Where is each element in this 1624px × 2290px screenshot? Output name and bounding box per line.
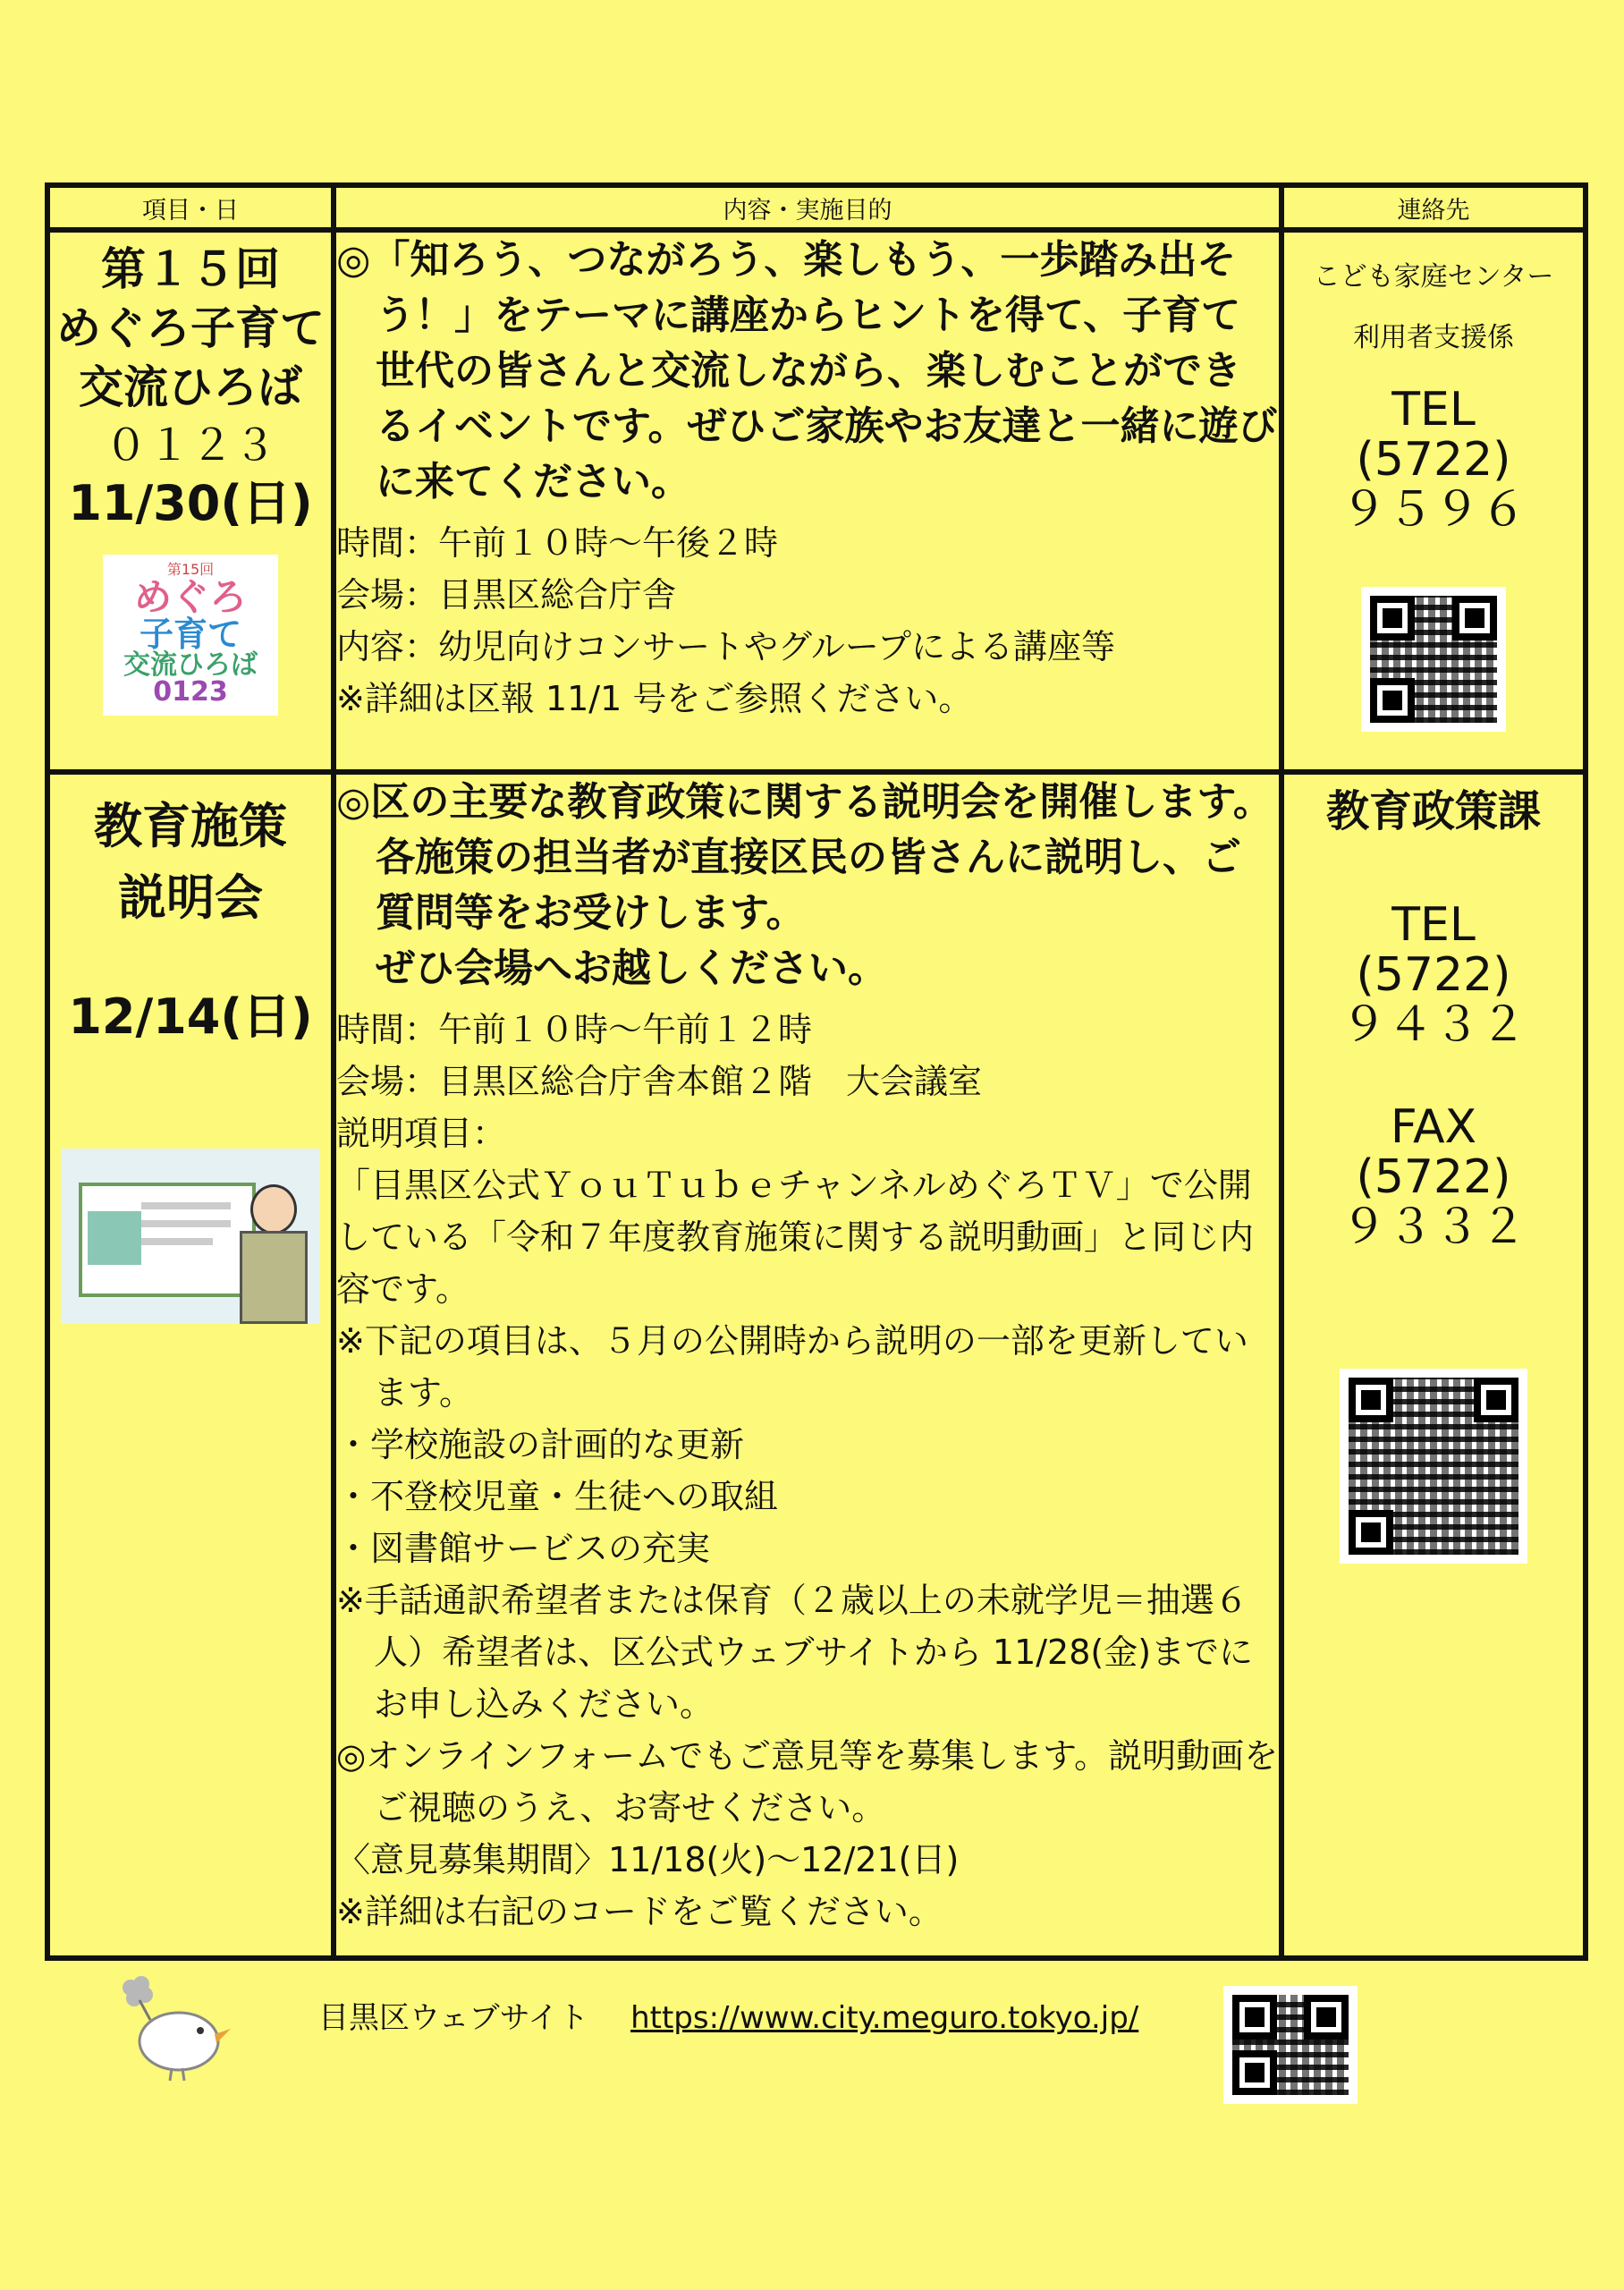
event1-contact-cell [1281, 230, 1586, 772]
event1-tel-area: (5722) [1356, 433, 1511, 487]
event2-fax-label: FAX [1390, 1100, 1477, 1154]
event2-tel-area: (5722) [1356, 948, 1511, 1002]
event1-name-1: めぐろ子育て [56, 302, 325, 354]
event2-content-cell [334, 772, 1281, 1958]
event2-items-desc: 「目黒区公式ＹｏｕＴｕｂｅチャンネルめぐろＴＶ」で公開している「令和７年度教育施策に関する説明動画」と同じ内容です。 [336, 1166, 1255, 1309]
event2-time: 時間：午前１０時～午前１２時 [336, 1010, 813, 1049]
event2-qr-code[interactable] [1340, 1369, 1527, 1564]
event2-contact-dept: 教育政策課 [1325, 786, 1541, 836]
event1-qr-code[interactable] [1361, 587, 1506, 732]
event2-tel-number: ９４３２ [1340, 998, 1527, 1052]
event2-fax-area: (5722) [1356, 1150, 1511, 1204]
event1-name-2: 交流ひろば [79, 361, 302, 413]
event2-fax-number: ９３３２ [1340, 1200, 1527, 1254]
event2-date: 12/14(日) [68, 988, 313, 1045]
event2-lead: ◎区の主要な教育政策に関する説明会を開催します。各施策の担当者が直接区民の皆さんに説明し、ご質問等をお受けします。 [336, 779, 1273, 936]
event2-bullet-2: ・不登校児童・生徒への取組 [336, 1477, 779, 1516]
event2-period: 〈意見募集期間〉11/18(火)～12/21(日) [336, 1840, 960, 1879]
event2-note-signlang: ※手話通訳希望者または保育（２歳以上の未就学児＝抽選６人）希望者は、区公式ウェブサイトから 11/28(金)までにお申し込みください。 [336, 1581, 1254, 1724]
event1-title-cell [47, 230, 334, 772]
event2-bullet-3: ・図書館サービスの充実 [336, 1529, 711, 1568]
event1-details: 内容：幼児向けコンサートやグループによる講座等 [336, 627, 1115, 666]
event2-note-online: ◎オンラインフォームでもご意見等を募集します。説明動画をご視聴のうえ、お寄せください。 [336, 1736, 1279, 1828]
event1-venue: 会場：目黒区総合庁舎 [336, 575, 677, 615]
event1-note: ※詳細は区報 11/1 号をご参照ください。 [336, 679, 973, 718]
header-item-date: 項目・日 [47, 185, 334, 230]
footer-qr-code[interactable] [1223, 1986, 1358, 2104]
event1-contact-org: こども家庭センター [1313, 261, 1554, 293]
event1-lead: ◎「知ろう、つながろう、楽しもう、一歩踏み出そう！」をテーマに講座からヒントを得て、子育て世代の皆さんと交流しながら、楽しむことができるイベントです。ぜひご家族やお友達と一緒に遊びに来てください。 [336, 237, 1278, 505]
event1-tel-label: TEL [1391, 383, 1476, 437]
header-content: 内容・実施目的 [334, 185, 1281, 230]
event1-date: 11/30(日) [68, 475, 313, 531]
events-table [45, 182, 1588, 1961]
event2-tel-label: TEL [1391, 898, 1476, 952]
event2-items-label: 説明項目： [336, 1114, 507, 1153]
footer [318, 1993, 1138, 2037]
event2-title-cell [47, 772, 334, 1958]
footer-url-link[interactable]: https://www.city.meguro.tokyo.jp/ [630, 2000, 1139, 2036]
event1-logo: 第15回 めぐろ 子育て 交流ひろば 0123 [103, 555, 278, 716]
event2-venue: 会場：目黒区総合庁舎本館２階 大会議室 [336, 1062, 983, 1101]
event1-tel-number: ９５９６ [1340, 483, 1527, 537]
event1-content-cell [334, 230, 1281, 772]
footer-label: 目黒区ウェブサイト [318, 2000, 589, 2036]
event2-bullet-1: ・学校施設の計画的な更新 [336, 1425, 745, 1464]
event2-name-1: 教育施策 [94, 798, 287, 854]
event1-contact-dept: 利用者支援係 [1353, 322, 1514, 353]
event2-contact-cell [1281, 772, 1586, 1958]
event1-name-3: ０１２３ [104, 420, 276, 471]
bird-mascot-icon [114, 1975, 240, 2082]
event2-note-code: ※詳細は右記のコードをご覧ください。 [336, 1892, 943, 1931]
event2-name-2: 説明会 [118, 869, 263, 926]
event1-time: 時間：午前１０時～午後２時 [336, 523, 779, 563]
header-contact: 連絡先 [1281, 185, 1586, 230]
teacher-illustration [61, 1149, 320, 1324]
event2-lead-2: ぜひ会場へお越しください。 [376, 946, 887, 991]
event2-note-update: ※下記の項目は、５月の公開時から説明の一部を更新しています。 [336, 1321, 1248, 1412]
event1-number: 第１５回 [101, 243, 280, 295]
